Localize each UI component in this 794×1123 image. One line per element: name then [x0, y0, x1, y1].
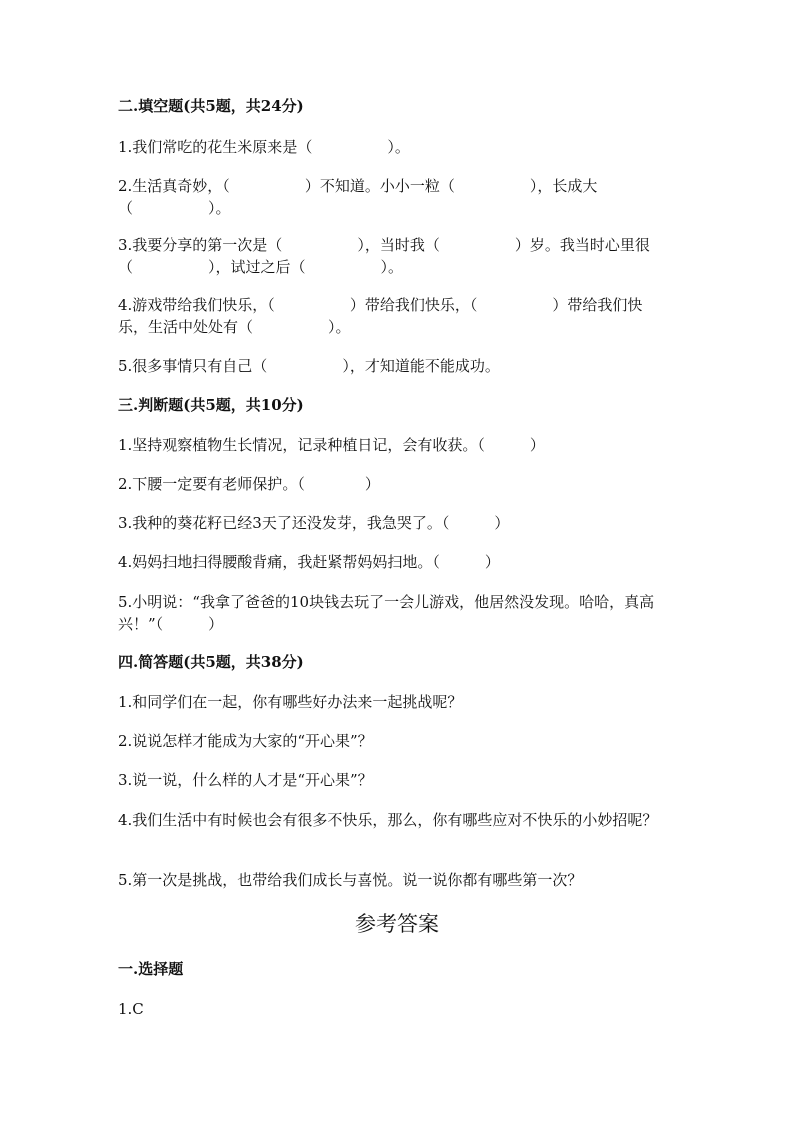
answer-1: 1.C — [118, 1000, 144, 1018]
short-answer-question-3: 3.说一说，什么样的人才是“开心果”？ — [118, 771, 373, 789]
short-answer-question-4: 4.我们生活中有时候也会有很多不快乐，那么，你有哪些应对不快乐的小妙招呢？ — [118, 811, 658, 829]
short-answer-question-2: 2.说说怎样才能成为大家的“开心果”？ — [118, 732, 373, 750]
section-heading-short-answer: 四.简答题(共5题，共38分) — [118, 653, 304, 671]
short-answer-question-5: 5.第一次是挑战，也带给我们成长与喜悦。说一说你都有哪些第一次？ — [118, 871, 583, 889]
true-false-question-2: 2.下腰一定要有老师保护。（ ） — [118, 475, 380, 493]
answers-section-heading: 一.选择题 — [118, 960, 184, 978]
fill-in-question-5: 5.很多事情只有自己（ ），才知道能不能成功。 — [118, 357, 500, 375]
true-false-question-3: 3.我种的葵花籽已经3天了还没发芽，我急哭了。（ ） — [118, 514, 510, 532]
section-heading-true-false: 三.判断题(共5题，共10分) — [118, 396, 304, 414]
true-false-question-5: 5.小明说：“我拿了爸爸的10块钱去玩了一会儿游戏，他居然没发现。哈哈，真高兴！”（ ） — [118, 593, 655, 633]
short-answer-question-1: 1.和同学们在一起，你有哪些好办法来一起挑战呢？ — [118, 693, 463, 711]
section-heading-fill-in: 二.填空题(共5题，共24分) — [118, 97, 304, 115]
fill-in-question-2: 2.生活真奇妙，（ ）不知道。小小一粒（ ），长成大（ ）。 — [118, 177, 598, 217]
fill-in-question-1: 1.我们常吃的花生米原来是（ ）。 — [118, 138, 410, 156]
fill-in-question-4: 4.游戏带给我们快乐，（ ）带给我们快乐，（ ）带给我们快乐，生活中处处有（ ）。 — [118, 296, 643, 336]
true-false-question-1: 1.坚持观察植物生长情况，记录种植日记，会有收获。（ ） — [118, 436, 545, 454]
true-false-question-4: 4.妈妈扫地扫得腰酸背痛，我赶紧帮妈妈扫地。（ ） — [118, 553, 500, 571]
answers-title: 参考答案 — [355, 912, 439, 936]
fill-in-question-3: 3.我要分享的第一次是（ ），当时我（ ）岁。我当时心里很（ ），试过之后（ ）。 — [118, 236, 650, 276]
